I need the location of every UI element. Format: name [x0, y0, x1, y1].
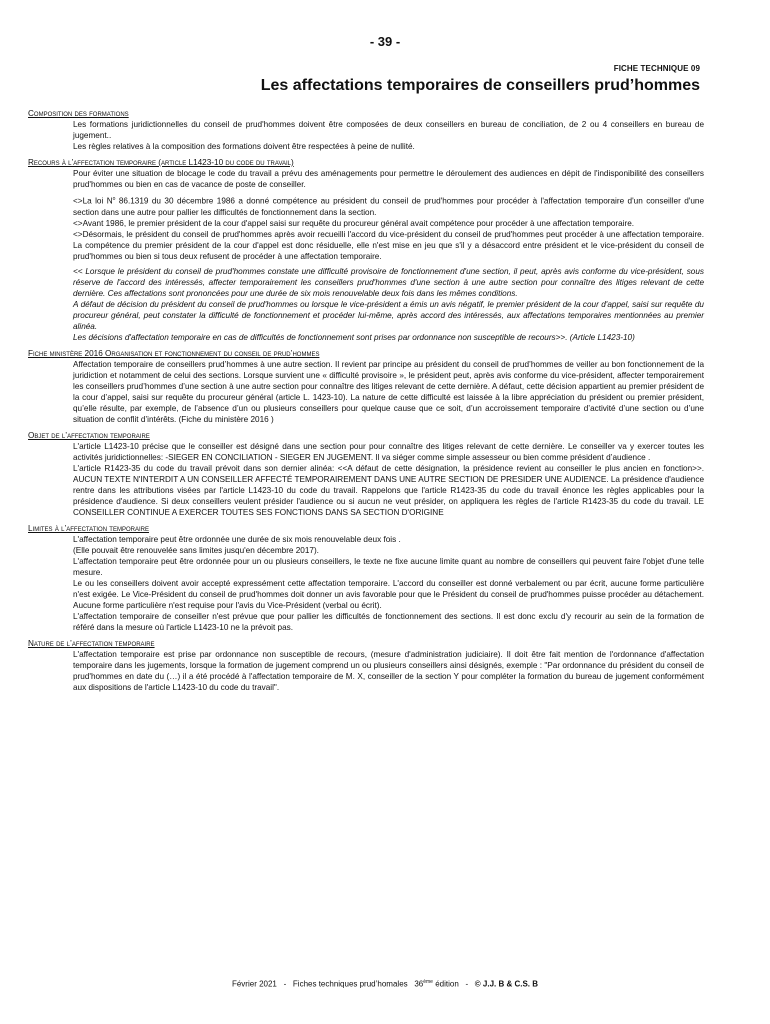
footer-separator: -	[283, 979, 287, 989]
section-heading: Objet de l’affectation temporaire	[28, 430, 150, 440]
section-limites	[28, 524, 704, 633]
section-nature	[28, 639, 704, 693]
paragraph: Affectation temporaire de conseillers prud’hommes à une autre section. Il revient par principe au président du conseil de prud’hommes de veiller au bon fonctionnement de la juridiction et notamment de celui des sections. Lorsque survient une « difficulté provisoire », le président peut, après avis conforme du vice-président, affecter temporairement les conseillers prud’hommes d’une section à une autre section pour connaître des litiges relevant de cette dernière. A défaut, cette décision appartient au premier président de la cour d’appel, saisi sur requête du procureur général (article L. 1423-10). La nature de cette difficulté est laissée à la libre appréciation du président ou premier président, qu’elle résulte, par exemple, de l’absence d’un ou plusieurs conseillers pour quelque cause que ce soit, d’un accroissement temporaire d’activité d’une section ou d’une situation de conflit d’intérêts. (Fiche du ministère 2016 )	[73, 359, 704, 424]
section-heading: Fiche ministère 2016 Organisation et fonctionnement du conseil de prud’hommes	[28, 348, 320, 358]
paragraph: L'affectation temporaire peut être ordonnée une durée de six mois renouvelable deux fois .	[73, 534, 401, 544]
section-recours	[28, 158, 704, 343]
paragraph: L'affectation temporaire est prise par ordonnance non susceptible de recours, (mesure d'administration judiciaire). Il doit être fait mention de l'ordonnance d'affectation temporaire dans les jugements, lorsque la formation de jugement comprend un ou plusieurs conseillers ainsi désignés, exemple : "Par ordonnance du président du conseil de prud'hommes en date du (…) il a été procédé à l'affectation temporaire de M. X, conseiller de la section Y pour compléter la formation du bureau de jugement conformément aux dispositions de l'article L1423-10 du code du travail".	[73, 649, 704, 692]
footer-edition-superscript: ème	[423, 979, 433, 985]
paragraph: Les règles relatives à la composition des formations doivent être respectées à peine de nullité.	[73, 142, 415, 151]
paragraph: Les formations juridictionnelles du conseil de prud'hommes doivent être composées de deux conseillers en bureau de conciliation, de 2 ou 4 conseillers en bureau de jugement..	[73, 120, 704, 140]
footer-copyright: © J.J. B & C.S. B	[474, 979, 539, 989]
quote-paragraph: A défaut de décision du président du conseil de prud'hommes ou lorsque le vice-président a émis un avis négatif, le premier président de la cour d'appel, saisi sur requête du procureur général, peut constater la difficulté de fonctionnement et procéder lui-même, après accord des intéressés, aux affectations temporaires mentionnées au premier alinéa.	[73, 299, 704, 331]
page-footer	[0, 979, 770, 989]
paragraph: L'affectation temporaire peut être ordonnée pour un ou plusieurs conseillers, le texte ne fixe aucune limite quant au nombre de conseillers qui peuvent faire l'objet d'une telle mesure.	[73, 556, 704, 577]
quote-paragraph: << Lorsque le président du conseil de prud'hommes constate une difficulté provisoire de fonctionnement d'une section, il peut, après avis conforme du vice-président, sous réserve de l'accord des intéressés, affecter temporairement les conseillers prud'hommes d'une section à une autre section pour connaître des litiges relevant de cette dernière. Ces affectations sont prononcées pour une durée de six mois renouvelable deux fois dans les mêmes conditions.	[73, 266, 704, 298]
paragraph: <>Avant 1986, le premier président de la cour d'appel saisi sur requête du procureur général avait compétence pour procéder à une affectation temporaire.	[73, 218, 635, 228]
paragraph: L'article L1423-10 précise que le conseiller est désigné dans une section pour pour connaître des litiges relevant de cette dernière. Le conseiller va y exercer toutes les activités juridictionnelles: -SIEGER EN CONCILIATION - SIEGER EN JUGEMENT. Il va siéger comme simple assesseur ou bien comme président d’audience .	[73, 441, 704, 462]
superscript: o	[112, 196, 116, 202]
section-heading: Nature de l’affectation temporaire	[28, 638, 155, 648]
section-heading: Recours à l’affectation temporaire (article L1423-10 du code du travail)	[28, 158, 294, 167]
section-heading: Limites à l’affectation temporaire	[28, 523, 149, 533]
paragraph: <>Désormais, le président du conseil de prud'hommes après avoir recueilli l'accord du vice-président du conseil de prud'hommes peut procéder à une affectation temporaire. La compétence du premier président de la cour d'appel est donc résiduelle, elle n'est mise en jeu que s'il y a désaccord entre président et le vice-président du conseil de prud'hommes ou bien si tous deux refusent de procéder à une affectation temporaire.	[73, 229, 704, 261]
page-title: Les affectations temporaires de conseillers prud’hommes	[260, 77, 700, 94]
paragraph	[73, 194, 704, 218]
document-body	[28, 109, 704, 699]
section-composition	[28, 109, 704, 152]
section-fiche-ministere	[28, 349, 704, 425]
paragraph: (Elle pouvait être renouvelée sans limites jusqu'en décembre 2017).	[73, 545, 319, 555]
fiche-label: FICHE TECHNIQUE 09	[613, 64, 700, 73]
text-run: <>La loi N	[73, 196, 113, 206]
paragraph: Le ou les conseillers doivent avoir accepté expressément cette affectation temporaire. L'accord du conseiller est donné verbalement ou par écrit, aucune forme particulière n'est exigée. Le Vice-Président du conseil de prud'hommes doit donner un avis favorable pour que le Président du conseil de prud'hommes puisse procéder au détachement. Aucune forme particulière n'est requise pour l'avis du Vice-Président (verbal ou écrit).	[73, 578, 704, 610]
page-number: - 39 -	[369, 34, 401, 49]
section-heading: Composition des formations	[28, 109, 129, 118]
paragraph: L'affectation temporaire de conseiller n'est prévue que pour pallier les difficultés de fonctionnement des sections. Il est donc exclu d'y recourir au sein de la formation de référé dans la mesure où l'article L1423-10 ne la prévoit pas.	[73, 611, 704, 632]
footer-edition-number: 36	[414, 979, 424, 989]
footer-edition-word: édition	[435, 979, 459, 989]
paragraph: Pour éviter une situation de blocage le code du travail a prévu des aménagements pour permettre le déroulement des audiences en dépit de l'indisponibilité des conseillers prud'hommes ou bien en cas de vacance de poste de conseiller.	[73, 169, 704, 189]
footer-publication: Fiches techniques prud’homales	[292, 979, 408, 989]
quote-paragraph: Les décisions d'affectation temporaire en cas de difficultés de fonctionnement sont prises par ordonnance non susceptible de recours>>. (Article L1423-10)	[73, 332, 635, 342]
section-objet	[28, 431, 704, 518]
footer-date: Février 2021	[231, 979, 277, 989]
footer-separator: -	[465, 979, 469, 989]
text-run: 86.1319 du 30 décembre 1986 a donné compétence au président du conseil de prud'hommes pour procéder à l'affectation temporaire d'un conseiller d'une section dans une autre pour pallier les difficultés de fonctionnement dans la section.	[73, 196, 704, 217]
paragraph: L'article R1423-35 du code du travail prévoit dans son dernier alinéa: <<A défaut de cette désignation, la présidence revient au conseiller le plus ancien en fonction>>. AUCUN TEXTE N'INTERDIT A UN CONSEILLER AFFECTÉ TEMPORAIREMENT DANS UNE AUTRE SECTION DE PRESIDER UNE AUDIENCE. La présidence d'audience rentre dans les attributions visées par l'article L1423-10 du code du travail. Rappelons que l'article R1423-35 du code du travail énonce les règles applicables pour la présidence d'audience. Si deux conseillers veulent présider l'audience ou si aucun ne veut présider, on appliquera les règles de l'article R1423-35 du code du travail. LE CONSEILLER CONTINUE A EXERCER TOUTES SES FONCTIONS DANS SA SECTION D'ORIGINE	[73, 463, 704, 517]
